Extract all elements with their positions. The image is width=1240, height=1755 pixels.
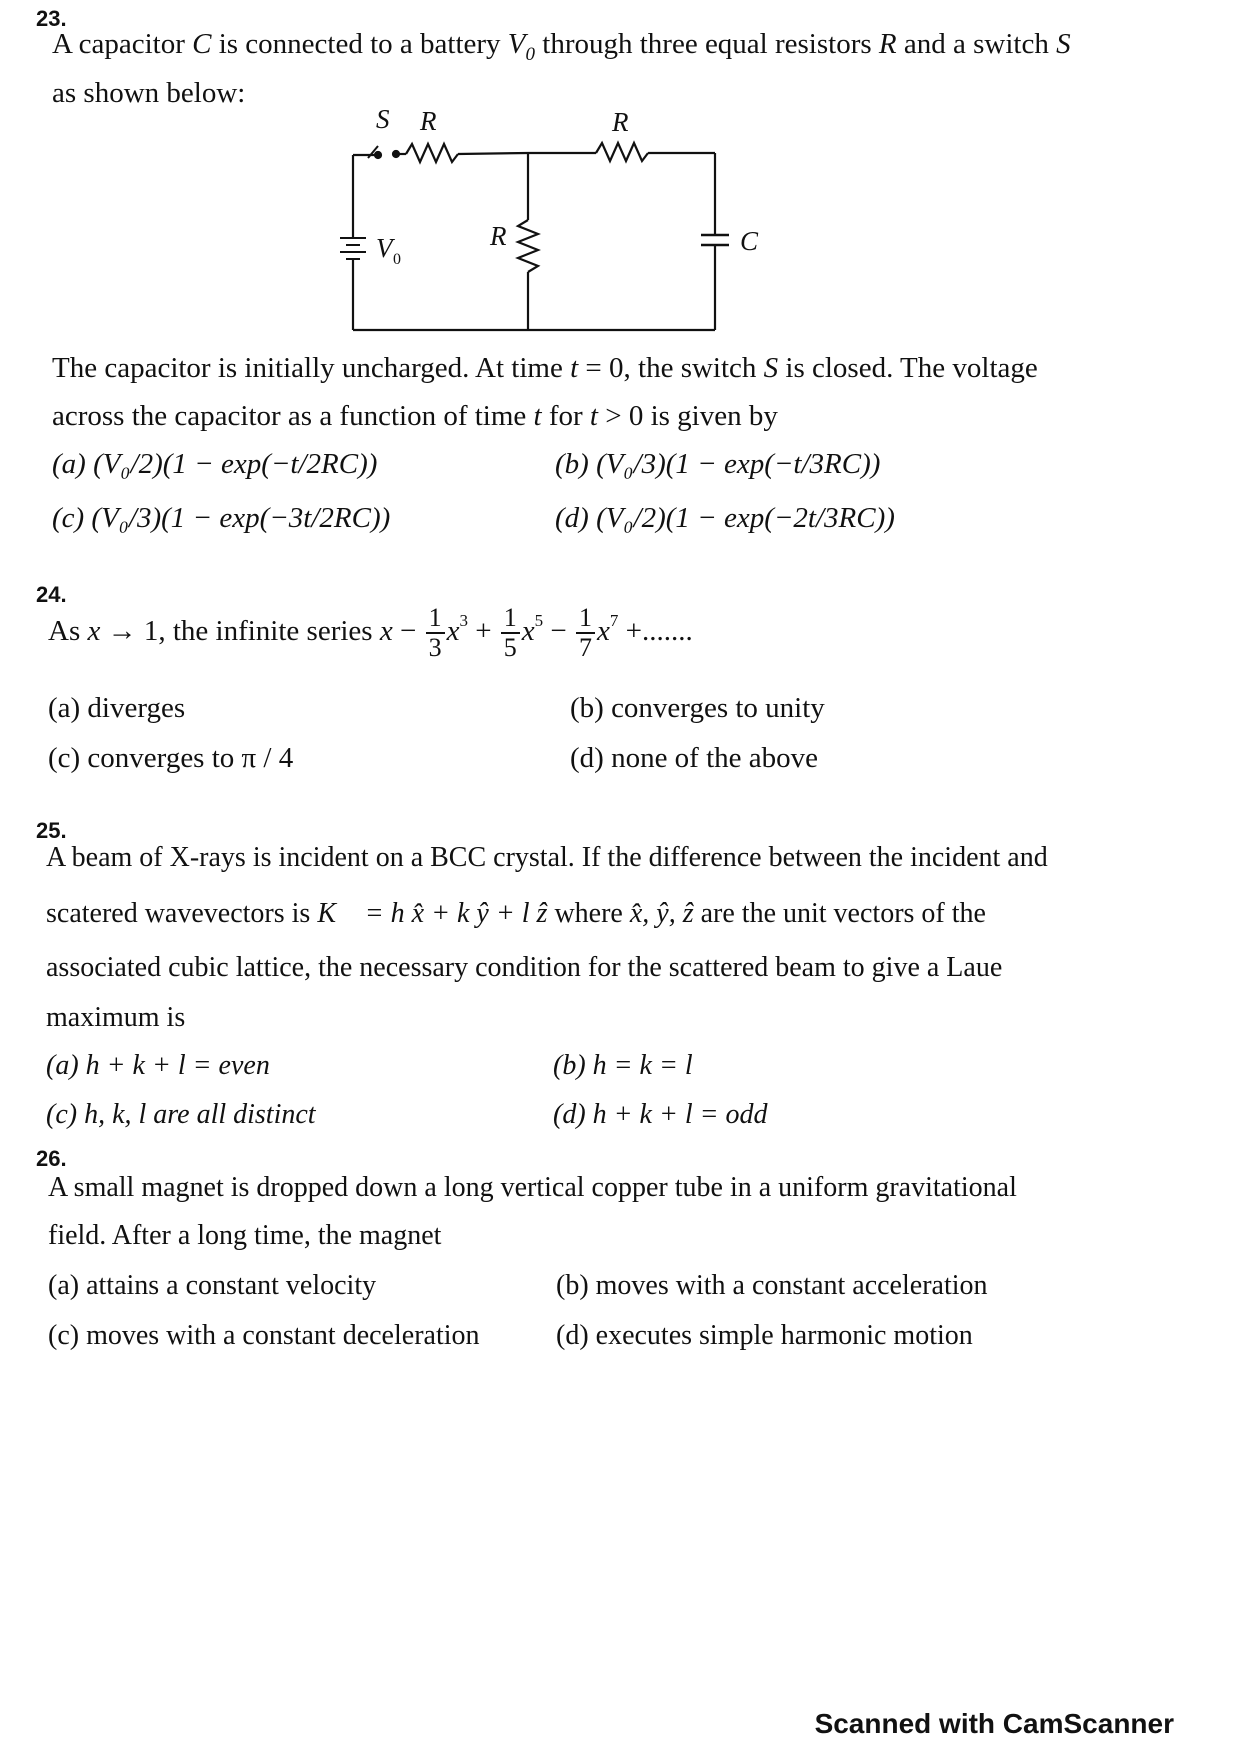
- q24-option-c[interactable]: (c) converges to π / 4: [48, 742, 294, 774]
- q26-option-a[interactable]: (a) attains a constant velocity: [48, 1270, 377, 1301]
- q26-line-2: field. After a long time, the magnet: [48, 1220, 442, 1251]
- q23-option-c[interactable]: (c) (V₀/3)(1 − exp(−3t/2RC)): [52, 502, 391, 534]
- question-number-25: 25.: [36, 818, 67, 843]
- capacitor-label: C: [740, 226, 759, 256]
- q23-after-line-1: The capacitor is initially uncharged. At time t = 0, the switch S is closed. The voltage: [52, 352, 1038, 384]
- q24-option-d[interactable]: (d) none of the above: [570, 742, 819, 774]
- q24-option-b[interactable]: (b) converges to unity: [570, 692, 825, 724]
- resistor-2-label: R: [612, 107, 629, 137]
- switch-label: S: [376, 104, 390, 134]
- q23-stem-line-2: as shown below:: [52, 77, 246, 109]
- q23-option-d[interactable]: (d) (V₀/2)(1 − exp(−2t/3RC)): [555, 502, 895, 534]
- q25-line-3: associated cubic lattice, the necessary condition for the scattered beam to give a Laue: [46, 952, 1003, 983]
- q24-stem: As x → 1, the infinite series x − $\frac{1}{3}$ $x^3$ + $\frac{1}{5}$ $x^5$ − $\frac{1}{7}$ $x^7$ +.......: [48, 603, 693, 663]
- question-number-23: 23.: [36, 6, 67, 31]
- fraction-1-7: $\frac{1}{7}$: [576, 604, 595, 662]
- question-number-24: 24.: [36, 582, 67, 607]
- q23-stem-line-1: A capacitor C is connected to a battery $V_0$ through three equal resistors R and a switch S: [52, 28, 1071, 65]
- battery-label: V: [376, 233, 393, 263]
- resistor-3: [518, 220, 538, 272]
- q26-line-1: A small magnet is dropped down a long vertical copper tube in a uniform gravitational: [48, 1172, 1017, 1203]
- q25-option-c[interactable]: (c) h, k, l are all distinct: [46, 1099, 316, 1130]
- q26-option-b[interactable]: (b) moves with a constant acceleration: [556, 1270, 988, 1301]
- q25-line-1: A beam of X-rays is incident on a BCC crystal. If the difference between the incident and: [46, 842, 1048, 873]
- battery-label-subscript: 0: [393, 251, 401, 268]
- camscanner-watermark: Scanned with CamScanner: [814, 1708, 1174, 1739]
- q25-option-d[interactable]: (d) h + k + l = odd: [553, 1099, 768, 1130]
- rc-circuit-diagram: [320, 100, 840, 350]
- q25-option-b[interactable]: (b) h = k = l: [553, 1050, 693, 1081]
- q23-option-a[interactable]: (a) (V₀/2)(1 − exp(−t/2RC)): [52, 448, 378, 480]
- resistor-1: [406, 144, 458, 162]
- fraction-1-3: $\frac{1}{3}$: [426, 604, 445, 662]
- q25-line-4: maximum is: [46, 1002, 186, 1033]
- q23-after-line-2: across the capacitor as a function of time t for t > 0 is given by: [52, 400, 778, 432]
- q23-option-b[interactable]: (b) (V₀/3)(1 − exp(−t/3RC)): [555, 448, 881, 480]
- fraction-1-5: $\frac{1}{5}$: [501, 604, 520, 662]
- resistor-1-label: R: [420, 106, 437, 136]
- resistor-2: [596, 143, 648, 161]
- q25-line-2: scatered wavevectors is K⃗ = h x̂ + k ŷ + l ẑ where x̂, ŷ, ẑ are the unit vectors of the: [46, 898, 986, 929]
- q24-option-a[interactable]: (a) diverges: [48, 692, 186, 724]
- switch-contact-left: [375, 152, 381, 158]
- top-wire-middle: [458, 153, 528, 154]
- q26-option-d[interactable]: (d) executes simple harmonic motion: [556, 1320, 973, 1351]
- q25-option-a[interactable]: (a) h + k + l = even: [46, 1050, 270, 1081]
- resistor-3-label: R: [490, 221, 507, 251]
- question-number-26: 26.: [36, 1146, 67, 1171]
- q26-option-c[interactable]: (c) moves with a constant deceleration: [48, 1320, 480, 1351]
